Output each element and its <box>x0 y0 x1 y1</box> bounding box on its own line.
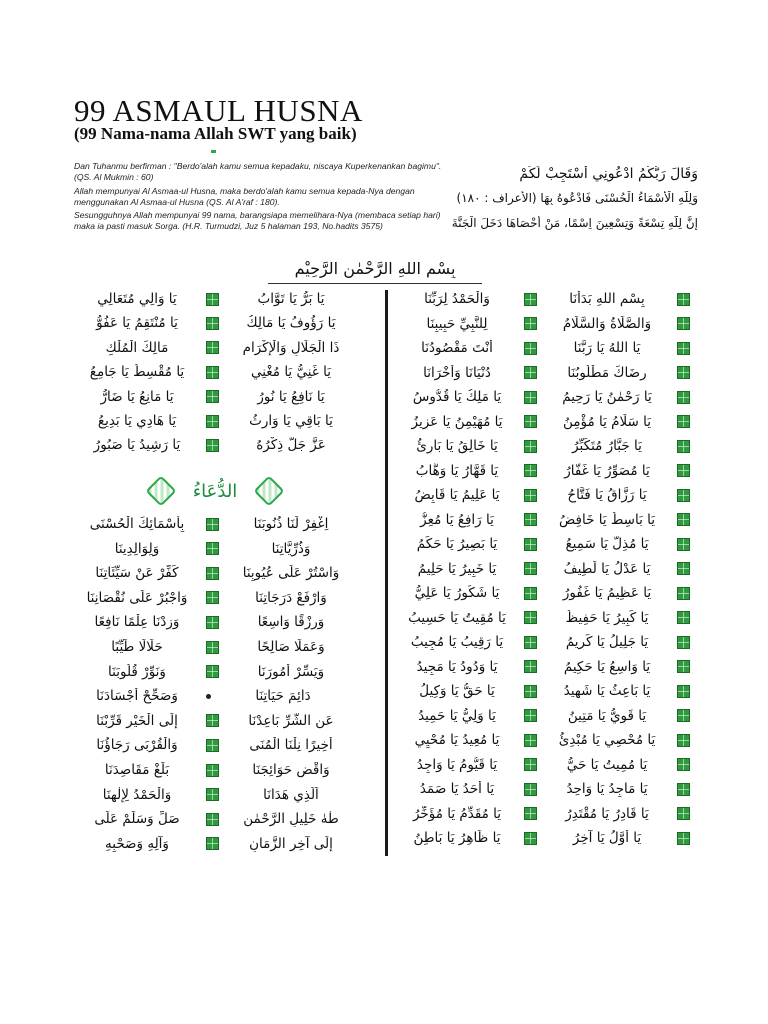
list-item <box>396 337 696 359</box>
list-item <box>72 685 347 707</box>
phrase-right: عَنِ الشَّرِّ بَاعِدْنَا <box>248 712 334 729</box>
list-item <box>72 361 355 383</box>
green-square-icon <box>524 391 537 404</box>
green-square-icon <box>677 783 690 796</box>
list-item <box>396 509 696 531</box>
phrase-right: وَاسْتُرْ عَلَى عُيُوبِنَا <box>242 565 340 582</box>
list-item <box>396 313 696 335</box>
green-square-icon <box>677 415 690 428</box>
list-item <box>72 562 355 584</box>
phrase-right: عَزَّ جَلَّ ذِكْرُهُ <box>256 437 326 454</box>
green-square-icon <box>524 293 537 306</box>
green-square-icon <box>206 641 219 654</box>
phrase-right: يَا أَوَّلُ يَا آخِرُ <box>572 830 642 846</box>
green-square-icon <box>206 739 219 752</box>
green-square-icon <box>524 611 537 624</box>
phrase-left: حَلَالًا طَيِّبًا <box>111 639 163 655</box>
list-item <box>396 435 696 457</box>
green-square-icon <box>677 758 690 771</box>
arabic-quote: وَقَالَ رَبُّكُمُ ادْعُونِي أَسْتَجِبْ لَكُمْ <box>519 166 698 182</box>
green-square-icon <box>206 788 219 801</box>
green-square-icon <box>677 562 690 575</box>
list-item <box>396 803 696 825</box>
green-square-icon <box>677 734 690 747</box>
list-item <box>396 778 696 800</box>
list-item <box>72 611 355 633</box>
list-item <box>396 460 696 482</box>
list-item <box>396 362 696 384</box>
phrase-right: وَارْفَعْ دَرَجَاتِنَا <box>255 589 327 606</box>
list-item <box>72 710 355 732</box>
green-square-icon <box>206 366 219 379</box>
green-square-icon <box>524 734 537 747</box>
phrase-right: يَا جَبَّارُ مُتَكَبِّرُ <box>572 438 642 454</box>
phrase-right: يَا مُذِلُّ يَا سَمِيعُ <box>565 536 649 552</box>
phrase-left: بِأَسْمَائِكَ الْحُسْنَى <box>89 516 185 532</box>
doa-heading-text: الدُّعَاءُ <box>192 480 238 502</box>
list-item <box>72 734 355 756</box>
green-square-icon <box>206 317 219 330</box>
green-square-icon <box>677 807 690 820</box>
list-item <box>72 410 355 432</box>
ornament-icon <box>253 475 284 506</box>
green-square-icon <box>206 341 219 354</box>
phrase-left: لِلنَّبِيِّ حَبِيبِنَا <box>426 315 488 332</box>
phrase-right: اَلَّذِي هَدَانَا <box>263 786 319 803</box>
phrase-right: طٰهٰ خَلِيلِ الرَّحْمٰنِ <box>243 811 339 828</box>
phrase-left: وَاجْبُرْ عَلَى نُقْصَانِنَا <box>86 589 188 606</box>
phrase-left: يَا وَلِيُّ يَا حَمِيدُ <box>418 707 496 724</box>
phrase-left: يَا شَكُورُ يَا عَلِيُّ <box>414 585 500 601</box>
green-square-icon <box>206 415 219 428</box>
list-item <box>396 729 696 751</box>
green-square-icon <box>677 464 690 477</box>
phrase-right: يَا نَافِعُ يَا نُورُ <box>257 388 325 405</box>
ornament-icon <box>145 475 176 506</box>
list-item <box>396 656 696 678</box>
list-item <box>72 808 355 830</box>
phrase-right: يَا رَحْمٰنُ يَا رَحِيمُ <box>562 389 652 405</box>
green-square-icon <box>524 464 537 477</box>
green-square-icon <box>677 391 690 404</box>
green-square-icon <box>206 390 219 403</box>
list-item <box>72 636 355 658</box>
green-square-icon <box>677 660 690 673</box>
green-square-icon <box>524 709 537 722</box>
green-square-icon <box>206 567 219 580</box>
phrase-left: يَا وَالِي مُتَعَالِي <box>97 291 177 307</box>
phrase-right: يَا قَادِرُ يَا مُقْتَدِرُ <box>565 805 649 822</box>
green-square-icon <box>677 636 690 649</box>
phrase-right: وَيَسِّرْ أُمُورَنَا <box>257 663 325 680</box>
green-square-icon <box>677 538 690 551</box>
phrase-left: يَا رَقِيبُ يَا مُجِيبُ <box>410 634 504 650</box>
phrase-left: يَا بَصِيرُ يَا حَكَمُ <box>416 536 498 552</box>
list-item <box>72 288 355 310</box>
phrase-left: يَا مُعِيدُ يَا مُحْيِي <box>414 732 500 748</box>
phrase-left: وَنَوِّرْ قُلُوبَنَا <box>108 663 166 680</box>
list-item <box>396 754 696 776</box>
phrase-left: يَا مُقَدِّمُ يَا مُؤَخِّرُ <box>412 805 502 822</box>
phrase-left: يَا مُنْتَقِمُ يَا عَفُوُّ <box>96 315 178 332</box>
doa-heading <box>150 478 280 504</box>
green-square-icon <box>206 439 219 452</box>
phrase-left: وَلِوَالِدِينَا <box>114 540 160 557</box>
phrase-right: وَاقْضِ حَوَائِجَنَا <box>252 762 330 778</box>
green-square-icon <box>524 415 537 428</box>
phrase-right: يَا بَرُّ يَا تَوَّابُ <box>257 291 325 307</box>
phrase-right: وَالصَّلَاةُ وَالسَّلَامُ <box>562 315 652 332</box>
list-item <box>396 827 696 849</box>
intro-paragraph: Allah mempunyai Al Asmaa-ul Husna, maka berdo'alah kamu semua kepada-Nya dengan menggunakan Al Asmaa-ul Husna (QS. Al A'raf : 180). <box>74 186 415 207</box>
green-square-icon <box>524 807 537 820</box>
green-square-icon <box>677 342 690 355</box>
green-square-icon <box>524 366 537 379</box>
green-square-icon <box>524 685 537 698</box>
list-item <box>396 533 696 555</box>
green-mark <box>211 150 216 153</box>
green-square-icon <box>677 587 690 600</box>
green-square-icon <box>677 709 690 722</box>
list-item <box>72 587 355 609</box>
phrase-left: يَا مَانِعُ يَا ضَارُّ <box>100 388 174 405</box>
green-square-icon <box>206 665 219 678</box>
list-item <box>72 513 355 535</box>
list-item <box>396 484 696 506</box>
phrase-right: إِلَى آخِرِ الزَّمَانِ <box>249 835 333 852</box>
green-square-icon <box>524 342 537 355</box>
list-item <box>396 705 696 727</box>
green-square-icon <box>677 832 690 845</box>
phrase-right: يَا بَاعِثُ يَا شَهِيدُ <box>563 683 651 699</box>
phrase-right: يَا جَلِيلُ يَا كَرِيمُ <box>565 634 649 650</box>
phrase-right: أَخِيرًا نِلْنَا الْمُنَى <box>249 737 333 754</box>
green-square-icon <box>206 591 219 604</box>
phrase-right: يَا بَاسِطُ يَا خَافِضُ <box>558 511 656 528</box>
phrase-right: يَا عَدْلُ يَا لَطِيفُ <box>563 560 651 577</box>
phrase-right: يَا سَلَامُ يَا مُؤْمِنُ <box>562 413 652 430</box>
green-square-icon <box>524 317 537 330</box>
phrase-left: إِلَى الْخَيْرِ قَرِّبْنَا <box>96 712 178 729</box>
phrase-left: وَزِدْنَا عِلْمًا نَافِعًا <box>94 614 180 631</box>
green-square-icon <box>206 813 219 826</box>
list-item <box>72 386 355 408</box>
phrase-right: وَرِزْقًا وَاسِعًا <box>257 614 325 631</box>
phrase-left: وَالْحَمْدُ لِإِلٰهِنَا <box>102 786 172 803</box>
phrase-right: اِغْفِرْ لَنَا ذُنُوبَنَا <box>253 516 329 532</box>
phrase-left: يَا خَالِقُ يَا بَارِئُ <box>416 438 498 454</box>
phrase-left: يَا رَشِيدُ يَا صَبُورُ <box>93 437 181 454</box>
green-square-icon <box>677 317 690 330</box>
green-square-icon <box>524 758 537 771</box>
phrase-right: يَا مُحْصِي يَا مُبْدِئُ <box>558 732 656 748</box>
green-square-icon <box>524 513 537 526</box>
green-square-icon <box>524 660 537 673</box>
green-square-icon <box>206 616 219 629</box>
basmala-heading: بِسْمِ اللهِ الرَّحْمٰنِ الرَّحِيْمِ <box>294 259 456 278</box>
green-square-icon <box>677 440 690 453</box>
list-item <box>396 288 696 310</box>
green-square-icon <box>677 611 690 624</box>
phrase-left: يَا قَهَّارُ يَا وَهَّابُ <box>415 462 499 479</box>
arabic-quote: وَلِلَّهِ الْأَسْمَاءُ الْحُسْنَى فَادْعُوهُ بِهَا (الأعراف : ١٨٠) <box>456 191 698 205</box>
list-item <box>396 607 696 629</box>
list-item <box>72 784 355 806</box>
list-item <box>396 411 696 433</box>
green-square-icon <box>677 366 690 379</box>
phrase-right: يَا غَنِيُّ يَا مُغْنِي <box>250 364 332 381</box>
list-item <box>396 680 696 702</box>
phrase-left: يَا أَحَدُ يَا صَمَدُ <box>419 781 495 797</box>
green-square-icon <box>524 783 537 796</box>
page-title: 99 ASMAUL HUSNA <box>74 93 363 128</box>
phrase-right: يَا بَاقِي يَا وَارِثُ <box>249 413 333 429</box>
phrase-left: يَا مَلِكُ يَا قُدُّوسُ <box>412 389 502 405</box>
list-item <box>396 582 696 604</box>
phrase-right: يَا عَظِيمُ يَا غَفُورُ <box>562 585 652 601</box>
phrase-left: يَا خَبِيرُ يَا حَلِيمُ <box>417 560 497 577</box>
list-item <box>72 833 355 855</box>
phrase-left: وَالْحَمْدُ لِرَبِّنَا <box>424 291 490 307</box>
phrase-right: يَا مُصَوِّرُ يَا غَفَّارُ <box>564 462 650 479</box>
phrase-right: يَا كَبِيرُ يَا حَفِيظُ <box>565 609 649 626</box>
phrase-right: دَائِمَ حَيَاتِنَا <box>255 688 311 705</box>
phrase-left: يَا حَقُّ يَا وَكِيلُ <box>419 683 495 699</box>
list-item <box>72 337 355 359</box>
phrase-left: يَا قَيُّومُ يَا وَاجِدُ <box>416 756 498 773</box>
phrase-left: يَا مُهَيْمِنُ يَا عَزِيزُ <box>411 413 503 430</box>
list-item <box>72 434 355 456</box>
phrase-right: وَذُرِّيَّاتِنَا <box>271 540 311 557</box>
phrase-right: بِسْمِ اللهِ بَدَأْنَا <box>569 291 645 307</box>
phrase-left: يَا هَادِي يَا بَدِيعُ <box>97 413 177 429</box>
green-square-icon <box>206 293 219 306</box>
phrase-left: يَا رَافِعُ يَا مُعِزُّ <box>420 511 494 528</box>
phrase-left: يَا مُقِيتُ يَا حَسِيبُ <box>408 609 506 626</box>
arabic-quote: إِنَّ لِلَّهِ تِسْعَةً وَتِسْعِينَ اِسْمًا، مَنْ أَحْصَاهَا دَخَلَ الْجَنَّةَ <box>451 216 698 230</box>
intro-paragraph: Dan Tuhanmu berfirman : "Berdo'alah kamu semua kepadaku, niscaya Kuperkenankan bagimu". (QS. Al Mukmin : 60) <box>74 161 442 182</box>
green-square-icon <box>524 636 537 649</box>
green-square-icon <box>677 489 690 502</box>
phrase-right: يَا رَزَّاقُ يَا فَتَّاحُ <box>567 487 647 503</box>
phrase-right: يَا اللهُ يَا رَبَّنَا <box>573 340 641 356</box>
intro-paragraph: Sesungguhnya Allah mempunyai 99 nama, barangsiapa memelihara-Nya (membaca setiap hari) maka ia pasti masuk Sorga. (H.R. Turmudzi, Juz 5 halaman 193, No.hadits 3575) <box>74 210 441 231</box>
green-square-icon <box>677 293 690 306</box>
phrase-left: يَا عَلِيمُ يَا قَابِضُ <box>414 487 500 503</box>
phrase-left: يَا ظَاهِرُ يَا بَاطِنُ <box>413 830 501 846</box>
phrase-left: مَالِكَ الْمُلْكِ <box>105 339 169 356</box>
green-square-icon <box>524 832 537 845</box>
phrase-left: كَفِّرْ عَنْ سَيِّئَاتِنَا <box>95 565 179 582</box>
phrase-right: يَا رَؤُوفُ يَا مَالِكُ <box>246 315 336 332</box>
phrase-left: أَنْتَ مَقْصُودُنَا <box>421 340 493 356</box>
green-square-icon <box>524 489 537 502</box>
phrase-left: يَا وَدُودُ يَا مَجِيدُ <box>416 658 498 675</box>
phrase-left: بَلِّغْ مَقَاصِدَنَا <box>104 762 170 778</box>
green-square-icon <box>524 587 537 600</box>
phrase-left: صَلِّ وَسَلِّمْ عَلَى <box>94 811 180 828</box>
phrase-left: دُنْيَانَا وَأُخْرَانَا <box>423 364 491 381</box>
phrase-left: يَا مُقْسِطُ يَا جَامِعُ <box>89 364 185 381</box>
phrase-right: وَعَمَلًا صَالِحًا <box>257 639 325 655</box>
green-square-icon <box>677 513 690 526</box>
basmala-underline <box>268 283 482 284</box>
green-square-icon <box>524 440 537 453</box>
phrase-right: ذَا الْجَلَالِ وَالْإِكْرَامِ <box>242 339 340 356</box>
green-square-icon <box>206 542 219 555</box>
green-square-icon <box>677 685 690 698</box>
green-square-icon <box>524 538 537 551</box>
list-item <box>396 386 696 408</box>
list-item <box>72 759 355 781</box>
phrase-left: وَآلِهِ وَصَحْبِهِ <box>105 835 169 852</box>
page-subtitle: (99 Nama-nama Allah SWT yang baik) <box>74 124 357 143</box>
list-item <box>72 312 355 334</box>
phrase-right: يَا مُمِيتُ يَا حَيُّ <box>566 756 648 773</box>
phrase-left: وَالْقُرْبَى رَجَاؤُنَا <box>96 737 178 754</box>
phrase-right: يَا وَاسِعُ يَا حَكِيمُ <box>563 658 651 675</box>
phrase-right: يَا مَاجِدُ يَا وَاحِدُ <box>566 781 648 797</box>
list-item <box>396 631 696 653</box>
column-divider <box>385 290 388 856</box>
list-item <box>396 558 696 580</box>
phrase-right: يَا قَوِيُّ يَا مَتِينُ <box>567 707 647 724</box>
phrase-right: رِضَاكَ مَطْلُوبُنَا <box>567 364 647 381</box>
green-square-icon <box>206 714 219 727</box>
list-item <box>72 661 355 683</box>
green-square-icon <box>206 518 219 531</box>
dot-icon <box>206 694 211 699</box>
green-square-icon <box>524 562 537 575</box>
phrase-left: وَصَحِّحْ أَجْسَادَنَا <box>96 688 178 705</box>
green-square-icon <box>206 837 219 850</box>
green-square-icon <box>206 764 219 777</box>
list-item <box>72 538 355 560</box>
